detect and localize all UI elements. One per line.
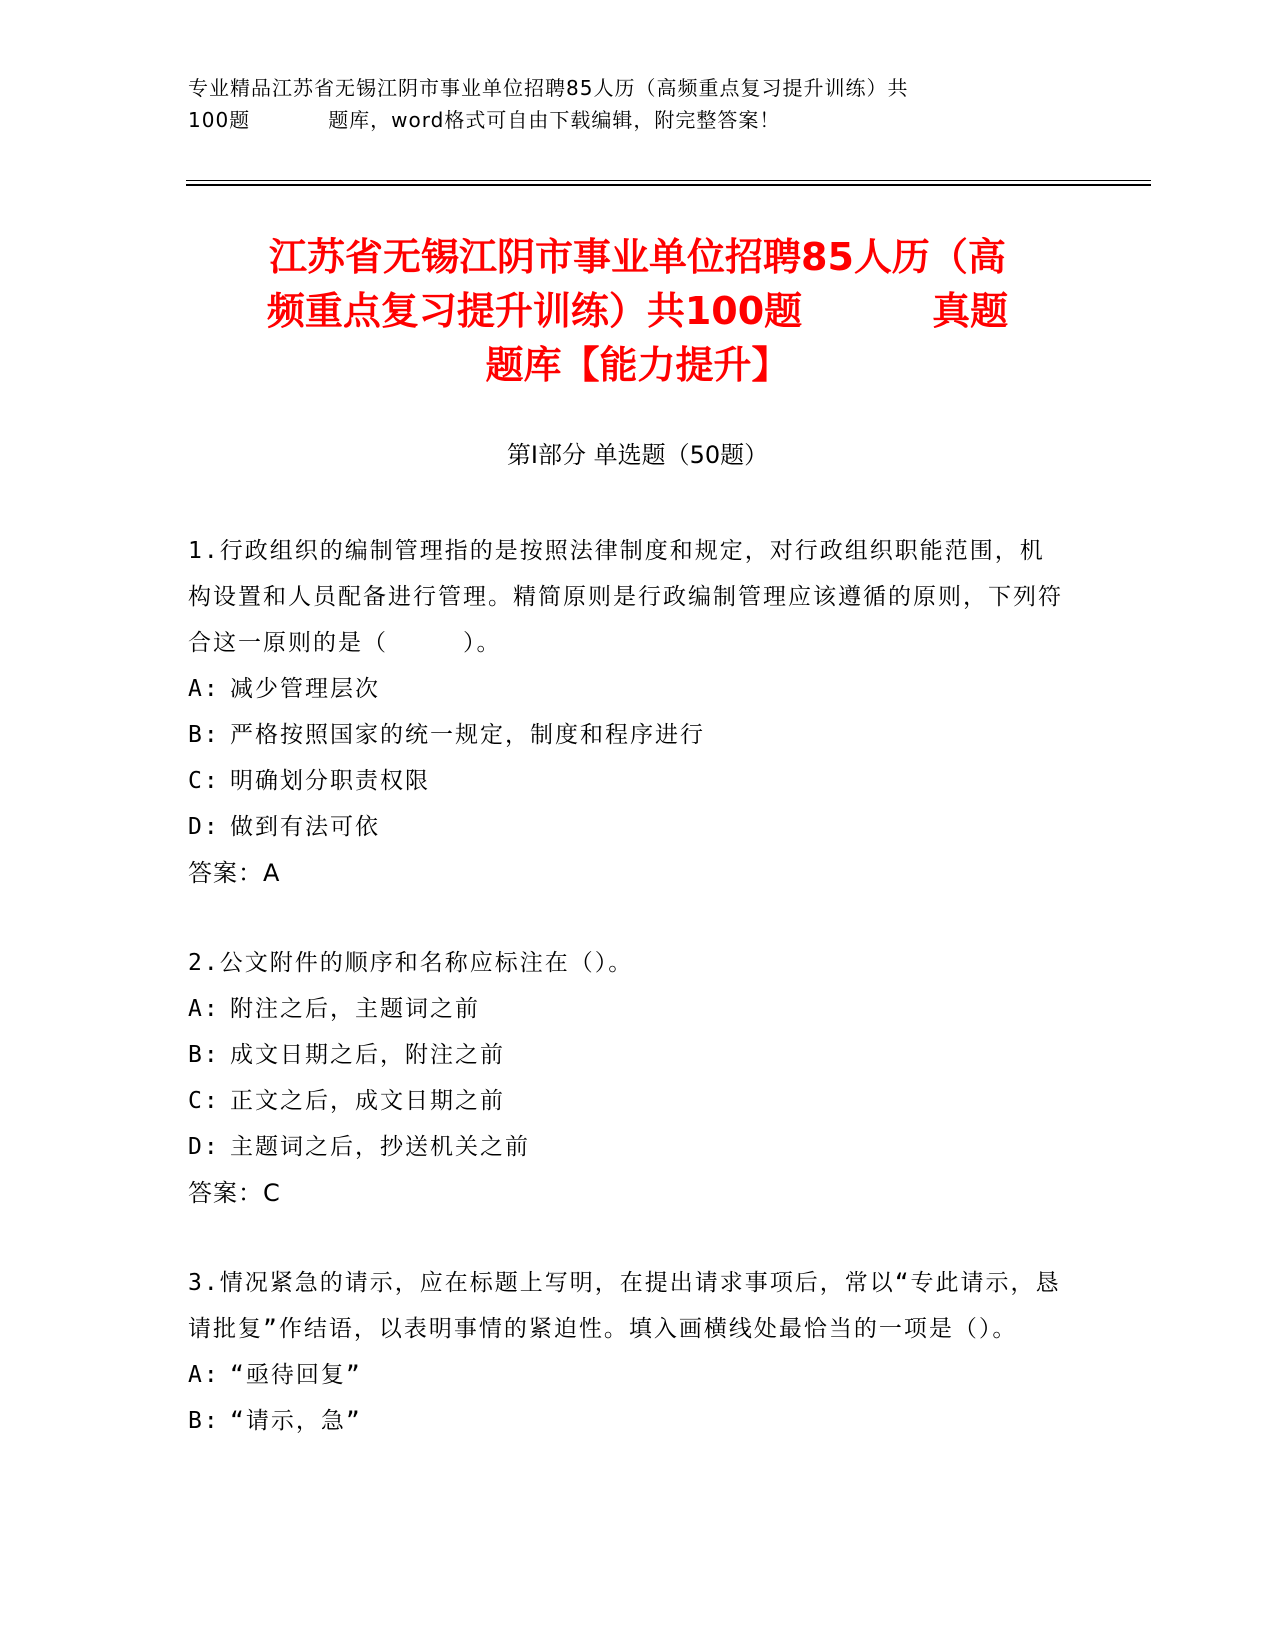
page-header	[188, 72, 1068, 136]
title-line-2-start: 频重点复习提升训练）共100题	[266, 289, 803, 333]
option-letter: C:	[188, 1088, 220, 1114]
header-line-2-start: 100题	[188, 108, 251, 132]
title-line-2-end: 真题	[932, 289, 1009, 333]
option-c	[188, 1078, 1068, 1124]
option-letter: A:	[188, 676, 220, 702]
option-a	[188, 1352, 1068, 1398]
option-letter: D:	[188, 814, 220, 840]
option-letter: C:	[188, 768, 220, 794]
option-text: “亟待回复”	[230, 1362, 362, 1388]
question-3	[188, 1260, 1068, 1444]
header-rule-thick	[186, 184, 1151, 186]
option-d	[188, 804, 1068, 850]
option-text: 成文日期之后，附注之前	[230, 1042, 505, 1068]
question-1	[188, 528, 1068, 896]
question-stem: 3.情况紧急的请示，应在标题上写明，在提出请求事项后，常以“专此请示，恳请批复”作结语，以表明事情的紧迫性。填入画横线处最恰当的一项是（）。	[188, 1270, 1061, 1342]
option-text: 明确划分职责权限	[230, 768, 430, 794]
option-c	[188, 758, 1068, 804]
title-line-2	[150, 284, 1125, 338]
option-letter: B:	[188, 722, 220, 748]
option-letter: A:	[188, 1362, 220, 1388]
option-b	[188, 1032, 1068, 1078]
option-b	[188, 712, 1068, 758]
header-line-1: 专业精品江苏省无锡江阴市事业单位招聘85人历（高频重点复习提升训练）共	[188, 76, 909, 100]
option-letter: D:	[188, 1134, 220, 1160]
option-text: “请示，急”	[230, 1408, 362, 1434]
option-letter: B:	[188, 1408, 220, 1434]
answer-line: 答案：C	[188, 1179, 281, 1207]
title-line-3: 题库【能力提升】	[485, 343, 790, 387]
option-b	[188, 1398, 1068, 1444]
header-line-2-end: 题库，word格式可自由下载编辑，附完整答案！	[328, 108, 781, 132]
question-list	[188, 528, 1068, 1488]
question-stem: 1.行政组织的编制管理指的是按照法律制度和规定，对行政组织职能范围，机构设置和人员配备进行管理。精简原则是行政编制管理应该遵循的原则，下列符合这一原则的是（ ）。	[188, 538, 1063, 656]
document-title	[150, 230, 1125, 392]
header-rule-thin	[186, 180, 1151, 181]
option-text: 严格按照国家的统一规定，制度和程序进行	[230, 722, 705, 748]
option-text: 做到有法可依	[230, 814, 380, 840]
question-2	[188, 940, 1068, 1216]
question-stem: 2.公文附件的顺序和名称应标注在（）。	[188, 950, 634, 976]
answer-line: 答案：A	[188, 859, 281, 887]
option-letter: A:	[188, 996, 220, 1022]
section-heading: 第Ⅰ部分 单选题（50题）	[506, 441, 769, 469]
title-line-1: 江苏省无锡江阴市事业单位招聘85人历（高	[269, 235, 1006, 279]
option-a	[188, 986, 1068, 1032]
option-letter: B:	[188, 1042, 220, 1068]
option-text: 主题词之后，抄送机关之前	[230, 1134, 530, 1160]
option-text: 正文之后，成文日期之前	[230, 1088, 505, 1114]
option-text: 附注之后，主题词之前	[230, 996, 480, 1022]
header-line-2	[188, 104, 1068, 136]
option-a	[188, 666, 1068, 712]
option-d	[188, 1124, 1068, 1170]
option-text: 减少管理层次	[230, 676, 380, 702]
